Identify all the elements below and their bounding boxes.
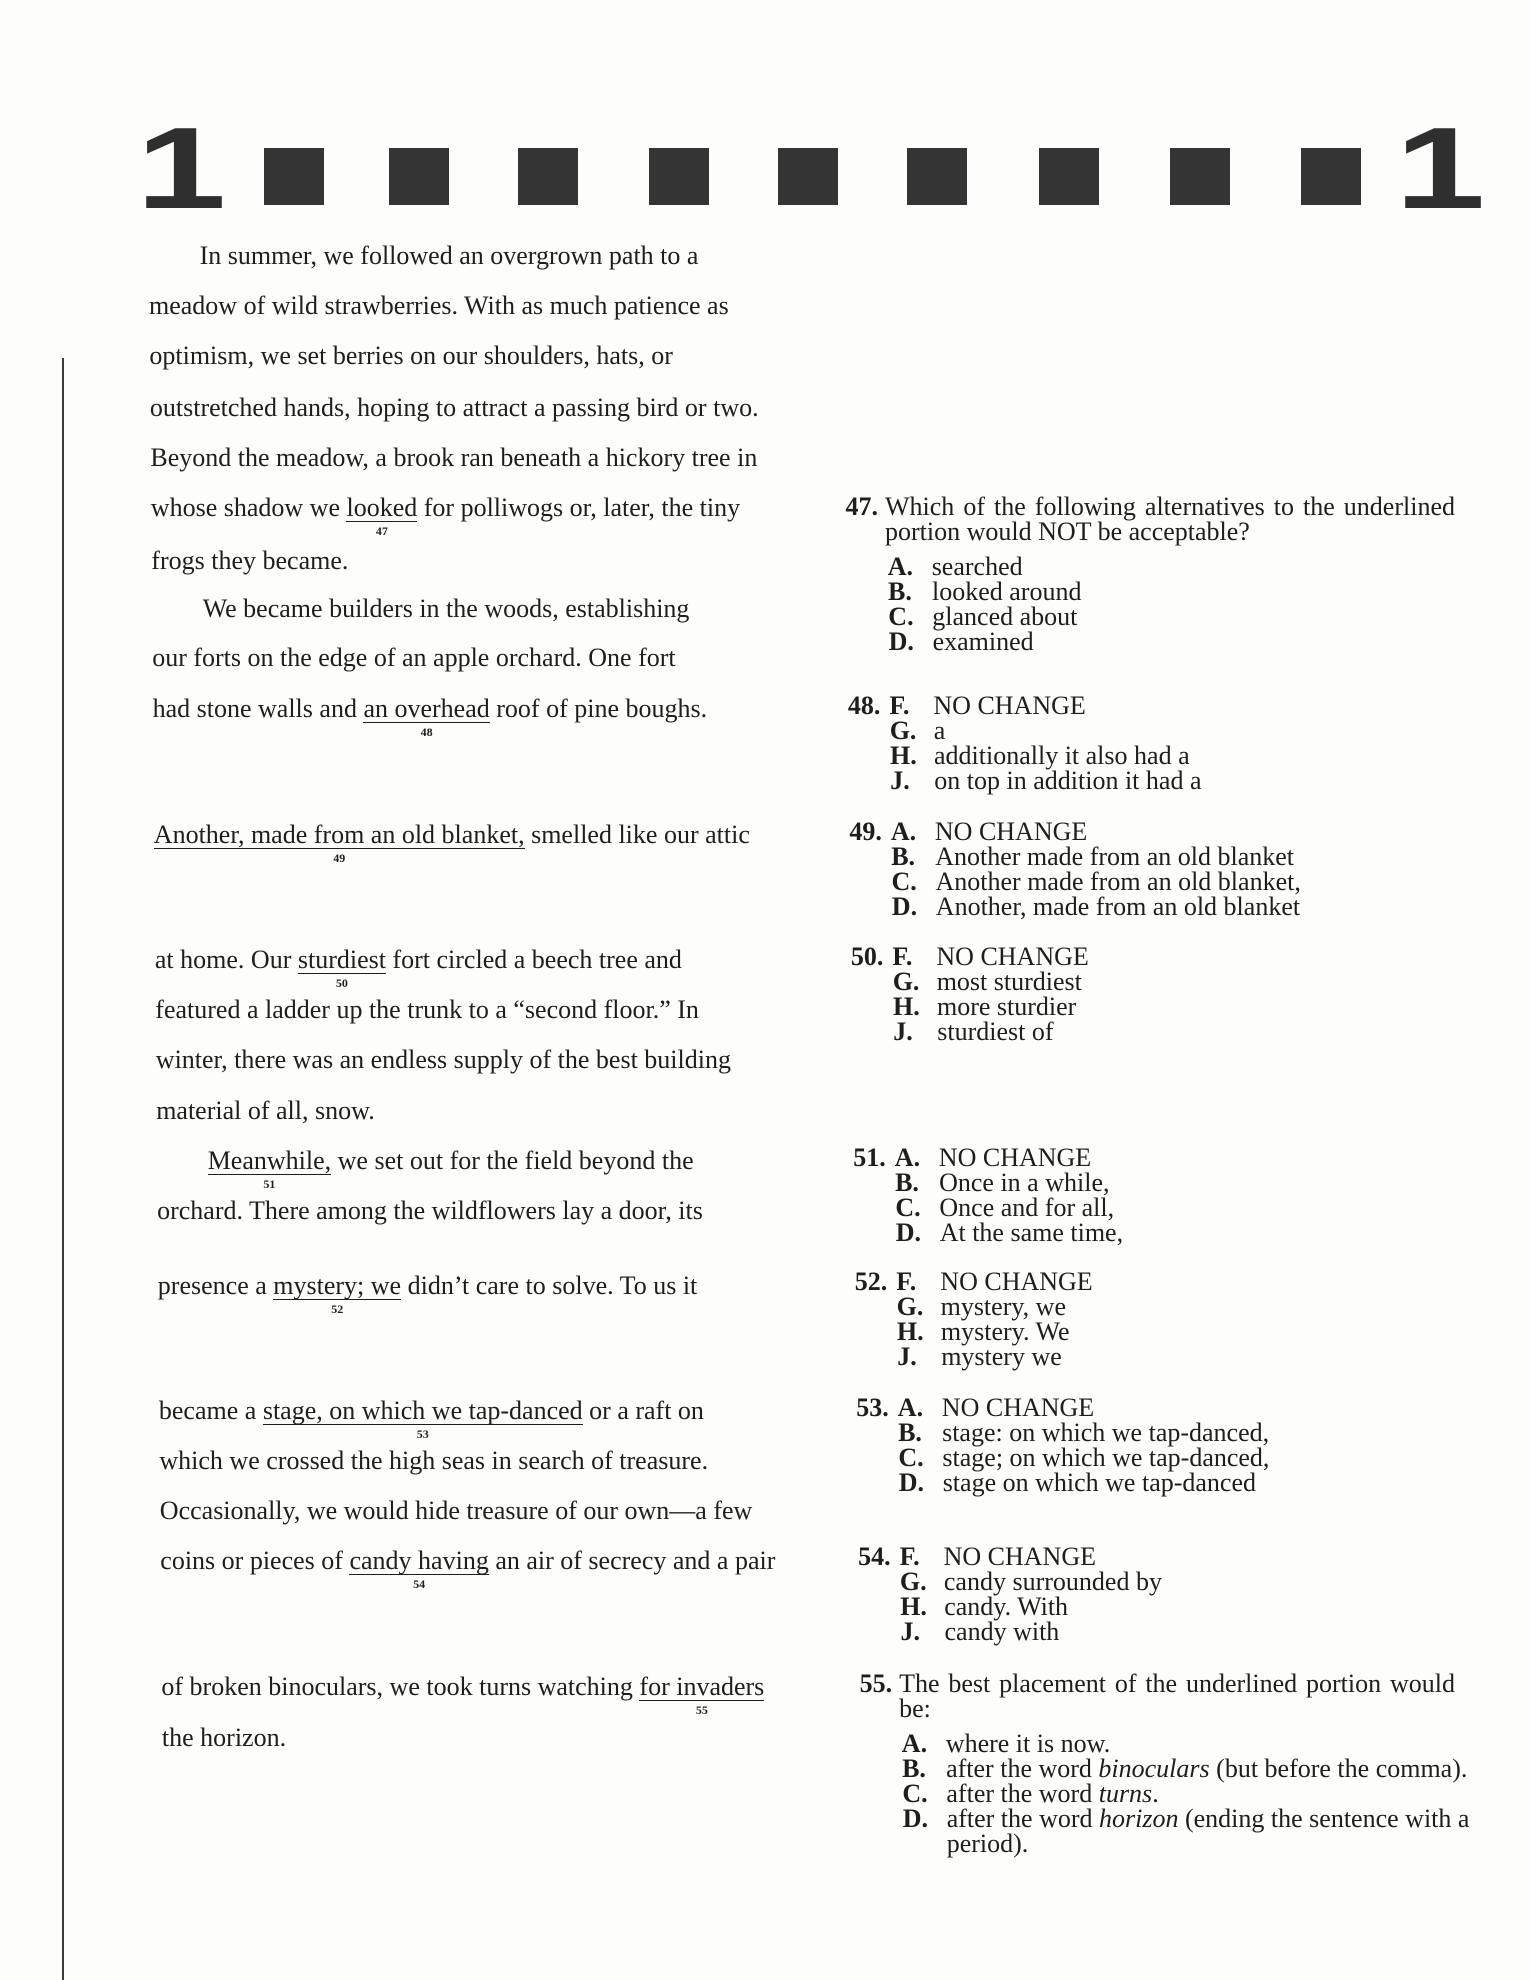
option-text-part: candy. With [944,1591,1069,1621]
option-letter: C. [895,1192,921,1222]
answer-option [902,1753,1490,1783]
option-text [935,891,1490,921]
option-letter: J. [900,1616,920,1646]
passage-text: or a raft on [582,1396,704,1425]
answer-option [897,1341,1490,1371]
underlined-portion [346,493,418,538]
option-text [932,626,1490,656]
option-letter: C. [888,601,914,631]
answer-option [893,991,1490,1021]
answer-option [892,966,1490,996]
passage-line [150,393,759,423]
passage-text: We became builders in the woods, establishing [202,594,690,623]
underlined-portion [363,694,490,739]
underlined-text: candy having [349,1546,489,1575]
underlined-text: mystery; we [273,1271,402,1300]
underlined-text: for invaders [639,1672,765,1701]
passage-text: of broken binoculars, we took turns watching [161,1672,640,1701]
passage-text: featured a ladder up the trunk to a “second floor.” In [155,995,699,1024]
answer-option [899,1541,1490,1571]
option-letter: A. [897,1392,924,1422]
answer-option [898,1442,1490,1472]
underlined-portion [273,1271,402,1316]
question-number: 48. [847,690,881,720]
section-marker-square [778,148,838,205]
answer-option [893,1016,1490,1046]
question-number: 54. [858,1541,891,1571]
option-text [939,1167,1490,1197]
passage-text: Beyond the meadow, a brook ran beneath a hickory tree in [150,443,758,472]
answer-option [899,1566,1490,1596]
passage-line [149,291,729,321]
answer-option [891,866,1491,896]
option-text-part: stage; on which we tap-danced, [942,1442,1270,1472]
underlined-text: looked [346,493,418,522]
option-text [942,1417,1490,1447]
answer-option [888,576,1490,606]
option-text-part: more sturdier [937,991,1077,1021]
option-letter: F. [889,690,910,720]
answer-option [897,1392,1490,1422]
underlined-portion [262,1396,583,1441]
underlined-portion [153,820,525,865]
option-text-part: Another made from an old blanket [935,841,1295,871]
passage-line [152,643,675,673]
underline-question-number: 55 [695,1703,708,1717]
option-text [934,740,1490,770]
passage-text: winter, there was an endless supply of the best building [155,1045,731,1074]
option-text [932,576,1490,606]
passage-line [162,1723,286,1753]
underlined-text: stage, on which we tap-danced [262,1396,583,1425]
option-text-italic: binoculars [1098,1753,1210,1783]
option-text-part: stage on which we tap-danced [942,1467,1257,1497]
option-text-part: Another made from an old blanket, [935,866,1301,896]
option-text-part: NO CHANGE [933,690,1086,720]
answer-option [896,1316,1490,1346]
answer-option [898,1417,1490,1447]
passage-text: presence a [157,1271,274,1300]
passage-text: frogs they became. [151,546,349,575]
underlined-text: an overhead [363,694,490,723]
passage-text: which we crossed the high seas in search of treasure. [159,1446,709,1475]
passage-line [158,1396,704,1441]
option-text-part: additionally it also had a [934,740,1190,770]
passage-text: orchard. There among the wildflowers lay a door, its [157,1196,703,1225]
option-text-part: NO CHANGE [936,941,1089,971]
option-text-part: examined [932,626,1034,656]
option-text [932,601,1490,631]
option-letter: F. [896,1266,917,1296]
option-text-italic: turns [1098,1778,1153,1808]
underline-question-number: 52 [331,1302,344,1316]
option-text-part: NO CHANGE [940,1266,1093,1296]
passage-text: at home. Our [154,945,298,974]
option-text [938,1142,1490,1172]
option-text [946,1753,1490,1783]
passage-text: material of all, snow. [156,1096,375,1125]
option-text [944,1616,1491,1646]
passage-line [159,1446,708,1476]
option-letter: G. [896,1291,924,1321]
option-text-part: . [1152,1778,1159,1808]
passage-line [203,594,690,624]
section-number-left: 1 [136,103,227,233]
section-marker-square [1039,148,1099,205]
option-text-part: mystery we [941,1341,1062,1371]
option-text-part: Once and for all, [939,1192,1115,1222]
margin-rule [62,358,64,1980]
option-letter: C. [898,1442,924,1472]
option-text-part: searched [931,551,1023,581]
option-letter: A. [890,816,917,846]
answer-option [890,816,1490,846]
passage-line [156,1096,375,1126]
passage-text: didn’t care to solve. To us it [401,1271,698,1300]
passage-text: became a [158,1396,263,1425]
passage-text: the horizon. [161,1723,287,1752]
option-text-part: looked around [932,576,1082,606]
underlined-text: Another, made from an old blanket, [153,820,525,849]
option-letter: F. [899,1541,920,1571]
underline-question-number: 48 [420,725,433,739]
option-letter: C. [891,866,917,896]
option-text-part: glanced about [932,601,1078,631]
answer-option [902,1778,1490,1808]
section-marker-square [1301,148,1361,205]
section-marker-square [907,148,967,205]
answer-option [894,1142,1490,1172]
answer-option [896,1266,1490,1296]
option-letter: B. [888,576,912,606]
option-text [936,941,1490,971]
option-text-part: NO CHANGE [934,816,1088,846]
underlined-portion [349,1546,489,1591]
option-letter: F. [892,941,913,971]
option-letter: H. [893,991,920,1021]
option-text-italic: horizon [1099,1803,1179,1833]
answer-option [888,626,1490,656]
answer-option [901,1728,1490,1758]
underlined-text: sturdiest [297,945,386,974]
answer-option [887,551,1490,581]
option-letter: D. [895,1217,921,1247]
option-letter: J. [893,1016,913,1046]
answer-option [896,1291,1490,1321]
option-text-part: after the word [946,1753,1099,1783]
option-text [934,765,1490,795]
answer-option [895,1167,1490,1197]
option-text [939,1217,1490,1247]
question-number: 51. [853,1142,886,1172]
passage-line [157,1271,698,1316]
option-letter: G. [889,715,917,745]
passage-text: Occasionally, we would hide treasure of our own—a few [159,1496,753,1525]
answer-option [895,1217,1490,1247]
answer-option [891,891,1490,921]
passage-text: In summer, we followed an overgrown path to a [199,241,699,270]
passage-line [152,694,708,739]
underline-question-number: 53 [416,1427,429,1441]
option-text-part: (ending the sentence with a period). [946,1803,1470,1858]
option-text [935,866,1491,896]
passage-text: roof of pine boughs. [489,694,708,723]
passage-line [150,493,741,538]
question-stem: The best placement of the underlined portion would be: [899,1668,1455,1723]
option-text [933,715,1490,745]
option-text-part: on top in addition it had a [934,765,1202,795]
passage-text: our forts on the edge of an apple orchard. One fort [152,643,676,672]
passage-line [150,443,757,473]
section-marker-square [649,148,709,205]
question-number: 55. [859,1668,893,1698]
passage-text: meadow of wild strawberries. With as much patience as [149,291,729,320]
option-text-part: after the word [946,1778,1099,1808]
section-marker-square [389,148,449,205]
option-text-part: candy surrounded by [943,1566,1162,1596]
passage-line [155,995,699,1025]
option-text [941,1341,1490,1371]
option-text-part: stage: on which we tap-danced, [942,1417,1270,1447]
option-text [943,1541,1490,1571]
option-text [944,1591,1490,1621]
option-letter: B. [898,1417,922,1447]
question-number: 47. [845,491,878,521]
question-number: 50. [850,941,884,971]
option-text-part: NO CHANGE [943,1541,1096,1571]
option-text [943,1566,1490,1596]
option-letter: D. [902,1803,928,1833]
section-marker-square [264,148,324,205]
question-stem: Which of the following alternatives to the underlined portion would NOT be acceptable? [885,491,1455,546]
option-text [934,816,1490,846]
option-text [939,1192,1490,1222]
passage-text: fort circled a beech tree and [385,945,682,974]
option-letter: D. [888,626,914,656]
answer-option [890,740,1490,770]
question-number: 52. [854,1266,888,1296]
passage-line [149,341,673,371]
question-number: 53. [856,1392,889,1422]
passage-line [153,820,750,865]
option-text [933,690,1490,720]
passage-text: for polliwogs or, later, the tiny [417,493,741,522]
passage-line [157,1196,703,1226]
option-text-part: Another, made from an old blanket [935,891,1301,921]
option-text-part: sturdiest of [937,1016,1054,1046]
underlined-portion [639,1672,765,1717]
option-text [940,1316,1490,1346]
passage-line [160,1496,753,1526]
option-letter: G. [892,966,920,996]
underlined-portion [297,945,386,990]
option-letter: G. [899,1566,927,1596]
option-text-part: (but before the comma). [1209,1753,1468,1783]
passage-line [207,1146,694,1191]
answer-option [888,601,1490,631]
answer-option [895,1192,1490,1222]
option-text [936,966,1490,996]
option-letter: A. [901,1728,928,1758]
answer-option [902,1803,1490,1858]
option-text-part: NO CHANGE [938,1142,1092,1172]
underline-question-number: 51 [263,1177,276,1191]
answer-option [898,1467,1490,1497]
section-marker-square [518,148,578,205]
passage-line [156,1045,731,1075]
option-text-part: mystery. We [940,1316,1070,1346]
option-text [937,991,1490,1021]
option-letter: D. [891,891,918,921]
option-text [942,1467,1490,1497]
option-letter: B. [902,1753,926,1783]
section-number-right: 1 [1395,103,1486,233]
option-letter: B. [895,1167,919,1197]
option-text [931,551,1490,581]
option-letter: A. [894,1142,921,1172]
question-number: 49. [849,816,882,846]
option-letter: H. [896,1316,924,1346]
passage-text: smelled like our attic [524,820,750,849]
passage-text: optimism, we set berries on our shoulders, hats, or [149,341,673,370]
option-text [946,1778,1490,1808]
underline-question-number: 49 [333,851,346,865]
underline-question-number: 54 [413,1577,426,1591]
option-text-part: At the same time, [939,1217,1124,1247]
passage-line [154,945,682,990]
option-text-part: candy with [944,1616,1060,1646]
option-text-part: mystery, we [940,1291,1066,1321]
option-text [946,1803,1490,1858]
passage-text: outstretched hands, hoping to attract a passing bird or two. [149,393,759,422]
section-marker-square [1170,148,1230,205]
answer-option [892,941,1490,971]
underlined-portion [207,1146,332,1191]
option-text [940,1291,1490,1321]
underlined-text: Meanwhile, [207,1146,332,1175]
passage-line [200,241,699,271]
passage-text: we set out for the field beyond the [331,1146,694,1175]
passage-text: an air of secrecy and a pair [488,1546,776,1575]
passage-line [160,1546,776,1591]
option-text-part: NO CHANGE [941,1392,1095,1422]
option-letter: H. [890,740,917,770]
option-text-part: Once in a while, [939,1167,1110,1197]
passage-text: coins or pieces of [160,1546,350,1575]
underline-question-number: 50 [335,976,348,990]
answer-option [891,841,1490,871]
option-text [937,1016,1490,1046]
option-letter: D. [898,1467,924,1497]
option-text [945,1728,1490,1758]
option-text [942,1442,1490,1472]
option-letter: H. [900,1591,927,1621]
option-text [940,1266,1490,1296]
option-text [935,841,1490,871]
answer-option [889,690,1490,720]
option-letter: J. [897,1341,917,1371]
answer-option [889,715,1490,745]
option-letter: J. [890,765,910,795]
option-text-part: a [933,715,946,745]
option-letter: A. [887,551,913,581]
passage-text: whose shadow we [150,493,347,522]
option-text-part: where it is now. [945,1728,1111,1758]
option-letter: B. [891,841,916,871]
answer-option [890,765,1490,795]
underline-question-number: 47 [375,524,388,538]
answer-option [900,1591,1490,1621]
option-text-part: after the word [946,1803,1100,1833]
passage-text: had stone walls and [152,694,364,723]
passage-line [151,546,348,576]
option-text [941,1392,1490,1422]
option-letter: C. [902,1778,928,1808]
option-text-part: most sturdiest [936,966,1082,996]
passage-line [161,1672,765,1717]
answer-option [900,1616,1491,1646]
